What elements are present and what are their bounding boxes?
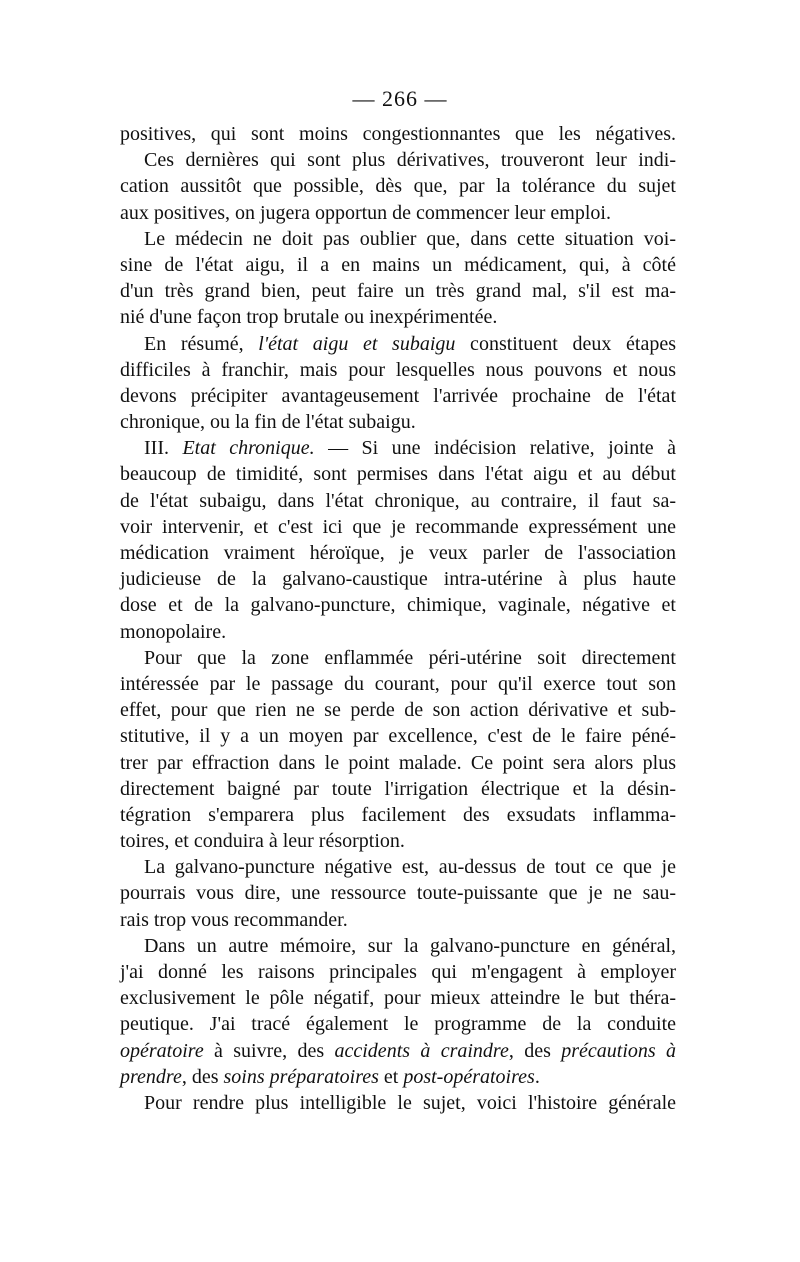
text-line bbox=[120, 828, 676, 854]
text-line bbox=[120, 200, 676, 226]
text-line bbox=[120, 880, 676, 906]
text-line bbox=[120, 723, 676, 749]
text-line bbox=[120, 1011, 676, 1037]
text-segment: Pour que la zone enflammée péri-utérine soit directement bbox=[144, 646, 676, 669]
text-segment: et bbox=[378, 1065, 404, 1088]
text-segment: tégration s'emparera plus facilement des exsudats inflamma- bbox=[120, 803, 676, 826]
italic-text: post-opératoires bbox=[403, 1065, 535, 1088]
text-line bbox=[120, 488, 676, 514]
text-line bbox=[120, 854, 676, 880]
text-segment: aux positives, on jugera opportun de commencer leur emploi. bbox=[120, 201, 611, 224]
text-segment: toires, et conduira à leur résorption. bbox=[120, 830, 405, 853]
text-segment: devons précipiter avantageusement l'arrivée prochaine de l'état bbox=[120, 384, 676, 407]
text-line bbox=[120, 331, 676, 357]
text-segment: stitutive, il y a un moyen par excellence, c'est de le faire péné- bbox=[120, 725, 676, 748]
text-segment: Le médecin ne doit pas oublier que, dans cette situation voi- bbox=[144, 227, 676, 250]
text-segment: En résumé, bbox=[144, 332, 259, 355]
italic-text: précautions à bbox=[561, 1039, 676, 1062]
text-segment: difficiles à franchir, mais pour lesquelles nous pouvons et nous bbox=[120, 358, 676, 381]
text-segment: trer par effraction dans le point malade. Ce point sera alors plus bbox=[120, 751, 676, 774]
text-segment: Dans un autre mémoire, sur la galvano-puncture en général, bbox=[144, 934, 676, 957]
text-segment: dose et de la galvano-puncture, chimique, vaginale, négative et bbox=[120, 594, 676, 617]
text-line bbox=[120, 409, 676, 435]
text-segment: d'un très grand bien, peut faire un très grand mal, s'il est ma- bbox=[120, 280, 676, 303]
text-segment: La galvano-puncture négative est, au-dessus de tout ce que je bbox=[144, 856, 676, 879]
text-segment: monopolaire. bbox=[120, 620, 227, 643]
text-line bbox=[120, 802, 676, 828]
text-line bbox=[120, 173, 676, 199]
text-segment: . bbox=[534, 1065, 540, 1088]
text-segment: III. bbox=[144, 437, 183, 460]
text-line bbox=[120, 147, 676, 173]
text-segment: médication vraiment héroïque, je veux parler de l'association bbox=[120, 542, 676, 564]
text-line bbox=[120, 671, 676, 697]
text-line bbox=[120, 907, 676, 933]
text-segment: j'ai donné les raisons principales qui m'engagent à employer bbox=[120, 961, 676, 983]
body-text bbox=[120, 121, 676, 1116]
italic-text: opératoire bbox=[120, 1039, 204, 1062]
italic-text: prendre bbox=[120, 1065, 182, 1088]
text-line bbox=[120, 985, 676, 1011]
text-line bbox=[120, 959, 676, 985]
text-segment: sine de l'état aigu, il a en mains un médicament, qui, à côté bbox=[120, 253, 676, 276]
text-line bbox=[120, 357, 676, 383]
text-segment: positives, qui sont moins congestionnantes que les négatives. bbox=[120, 123, 676, 145]
text-line bbox=[120, 278, 676, 304]
text-line bbox=[120, 304, 676, 330]
italic-text: accidents à craindre bbox=[334, 1039, 509, 1062]
text-segment: exclusivement le pôle négatif, pour mieux atteindre le but théra- bbox=[120, 987, 676, 1010]
text-line bbox=[120, 750, 676, 776]
text-segment: de l'état subaigu, dans l'état chronique, au contraire, il faut sa- bbox=[120, 489, 676, 512]
text-line bbox=[120, 697, 676, 723]
text-line bbox=[120, 933, 676, 959]
text-segment: voir intervenir, et c'est ici que je recommande expressément une bbox=[120, 515, 676, 538]
text-segment: pourrais vous dire, une ressource toute-puissante que je ne sau- bbox=[120, 882, 676, 905]
text-segment: directement baigné par toute l'irrigation électrique et la désin- bbox=[120, 777, 676, 800]
text-segment: constituent deux étapes bbox=[455, 332, 676, 355]
text-line bbox=[120, 252, 676, 278]
text-segment: rais trop vous recommander. bbox=[120, 908, 348, 931]
text-line bbox=[120, 1090, 676, 1116]
text-line bbox=[120, 645, 676, 671]
text-line bbox=[120, 619, 676, 645]
text-line bbox=[120, 383, 676, 409]
text-segment: , des bbox=[181, 1065, 224, 1088]
page-number: — 266 — bbox=[352, 86, 448, 111]
text-segment: à suivre, des bbox=[203, 1039, 335, 1062]
text-segment: cation aussitôt que possible, dès que, par la tolérance du sujet bbox=[120, 175, 676, 198]
text-line bbox=[120, 1064, 676, 1090]
text-line bbox=[120, 776, 676, 802]
text-line bbox=[120, 461, 676, 487]
text-segment: , des bbox=[508, 1039, 562, 1062]
text-line bbox=[120, 1038, 676, 1064]
text-line bbox=[120, 435, 676, 461]
text-segment: — Si une indécision relative, jointe à bbox=[314, 437, 677, 460]
text-line bbox=[120, 540, 676, 566]
italic-text: l'état aigu et subaigu bbox=[258, 332, 456, 355]
text-segment: beaucoup de timidité, sont permises dans l'état aigu et au début bbox=[120, 463, 676, 486]
text-segment: Pour rendre plus intelligible le sujet, voici l'histoire générale bbox=[144, 1091, 676, 1114]
text-segment: effet, pour que rien ne se perde de son action dérivative et sub- bbox=[120, 699, 676, 722]
text-line bbox=[120, 592, 676, 618]
text-line bbox=[120, 121, 676, 147]
text-line bbox=[120, 226, 676, 252]
text-segment: nié d'une façon trop brutale ou inexpérimentée. bbox=[120, 306, 498, 329]
text-line bbox=[120, 566, 676, 592]
text-segment: chronique, ou la fin de l'état subaigu. bbox=[120, 411, 416, 434]
italic-text: soins préparatoires bbox=[223, 1065, 379, 1088]
text-line bbox=[120, 514, 676, 540]
text-segment: peutique. J'ai tracé également le programme de la conduite bbox=[120, 1013, 676, 1036]
text-segment: intéressée par le passage du courant, pour qu'il exerce tout son bbox=[120, 672, 676, 695]
text-segment: Ces dernières qui sont plus dérivatives, trouveront leur indi- bbox=[144, 149, 676, 172]
italic-text: Etat chronique. bbox=[182, 437, 315, 460]
text-segment: judicieuse de la galvano-caustique intra-utérine à plus haute bbox=[120, 568, 676, 591]
